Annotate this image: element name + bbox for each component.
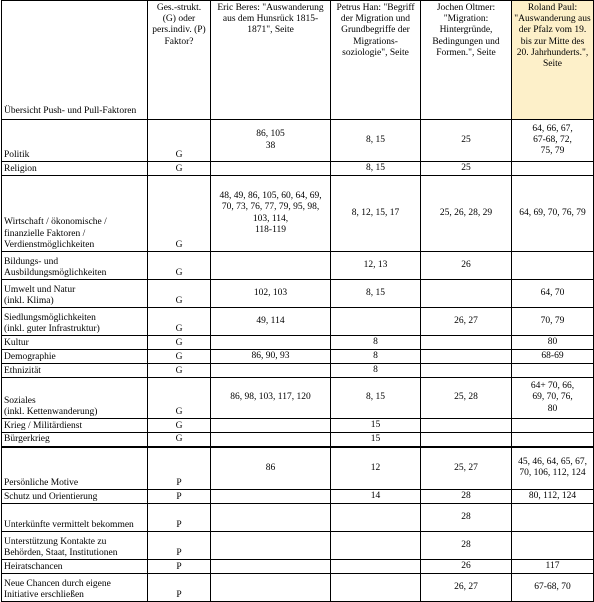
header-source-han: Petrus Han: "Begriff der Migration und Grundbegriffe der Migrations-soziologie", Seite bbox=[331, 1, 421, 120]
pages-beres bbox=[211, 336, 331, 350]
header-row bbox=[2, 1, 594, 120]
pages-paul: 80 bbox=[512, 336, 594, 350]
pages-oltmer: 28 bbox=[421, 532, 512, 560]
pages-han: 15 bbox=[331, 419, 421, 433]
factor-label: Unterkünfte vermittelt bekommen bbox=[2, 504, 148, 532]
pages-han: 12 bbox=[331, 447, 421, 490]
table-row bbox=[2, 336, 594, 350]
pages-beres bbox=[211, 532, 331, 560]
factor-type: G bbox=[148, 120, 211, 162]
table-row bbox=[2, 560, 594, 574]
factor-label: Umwelt und Natur (inkl. Klima) bbox=[2, 280, 148, 308]
pages-oltmer: 25, 27 bbox=[421, 447, 512, 490]
pages-han: 8 bbox=[331, 336, 421, 350]
factor-label: Bildungs- und Ausbildungsmöglichkeiten bbox=[2, 252, 148, 280]
table-row bbox=[2, 433, 594, 447]
factor-type: G bbox=[148, 280, 211, 308]
factor-label: Krieg / Militärdienst bbox=[2, 419, 148, 433]
factor-label: Wirtschaft / ökonomische / finanzielle Faktoren / Verdienstmöglichkeiten bbox=[2, 176, 148, 252]
pages-oltmer: 25, 26, 28, 29 bbox=[421, 176, 512, 252]
table-row bbox=[2, 364, 594, 378]
pages-oltmer: 25 bbox=[421, 162, 512, 176]
pages-oltmer: 26 bbox=[421, 560, 512, 574]
pages-beres: 48, 49, 86, 105, 60, 64, 69, 70, 73, 76, 77, 79, 95, 98, 103, 114, 118-119 bbox=[211, 176, 331, 252]
factor-type: G bbox=[148, 378, 211, 419]
pages-beres: 86, 105 38 bbox=[211, 120, 331, 162]
pages-paul bbox=[512, 532, 594, 560]
factor-type: G bbox=[148, 336, 211, 350]
header-overview: Übersicht Push- und Pull-Faktoren bbox=[2, 1, 148, 120]
pages-oltmer bbox=[421, 336, 512, 350]
pages-han bbox=[331, 308, 421, 336]
pages-beres bbox=[211, 433, 331, 447]
pages-paul bbox=[512, 252, 594, 280]
pages-paul: 80, 112, 124 bbox=[512, 490, 594, 504]
header-source-oltmer: Jochen Oltmer: "Migration: Hintergründe, Bedingungen und Formen.", Seite bbox=[421, 1, 512, 120]
pages-oltmer: 26 bbox=[421, 252, 512, 280]
pages-paul bbox=[512, 433, 594, 447]
pages-beres bbox=[211, 364, 331, 378]
factor-label: Religion bbox=[2, 162, 148, 176]
factor-type: G bbox=[148, 252, 211, 280]
factor-type: G bbox=[148, 433, 211, 447]
pages-paul: 45, 46, 64, 65, 67, 70, 106, 112, 124 bbox=[512, 447, 594, 490]
factor-label: Demographie bbox=[2, 350, 148, 364]
pages-beres: 86, 98, 103, 117, 120 bbox=[211, 378, 331, 419]
pages-han: 8, 12, 15, 17 bbox=[331, 176, 421, 252]
pages-beres bbox=[211, 419, 331, 433]
pages-beres: 86, 90, 93 bbox=[211, 350, 331, 364]
pages-han: 8, 15 bbox=[331, 120, 421, 162]
pages-paul bbox=[512, 504, 594, 532]
pages-paul bbox=[512, 364, 594, 378]
factor-label: Politik bbox=[2, 120, 148, 162]
pages-han: 8, 15 bbox=[331, 280, 421, 308]
table-body bbox=[2, 120, 594, 602]
pages-paul: 67-68, 70 bbox=[512, 574, 594, 602]
table-row bbox=[2, 176, 594, 252]
factor-type: G bbox=[148, 364, 211, 378]
pages-oltmer: 25 bbox=[421, 120, 512, 162]
factor-type: P bbox=[148, 574, 211, 602]
pages-oltmer: 25, 28 bbox=[421, 378, 512, 419]
push-pull-table bbox=[1, 0, 594, 602]
pages-beres bbox=[211, 504, 331, 532]
pages-beres bbox=[211, 574, 331, 602]
factor-label: Ethnizität bbox=[2, 364, 148, 378]
pages-oltmer bbox=[421, 364, 512, 378]
pages-beres: 102, 103 bbox=[211, 280, 331, 308]
pages-paul: 64, 70 bbox=[512, 280, 594, 308]
pages-beres bbox=[211, 560, 331, 574]
factor-type: G bbox=[148, 419, 211, 433]
pages-paul: 64, 66, 67, 67-68, 72, 75, 79 bbox=[512, 120, 594, 162]
table-row bbox=[2, 490, 594, 504]
pages-han: 8 bbox=[331, 350, 421, 364]
pages-oltmer: 28 bbox=[421, 504, 512, 532]
table-row bbox=[2, 308, 594, 336]
factor-type: P bbox=[148, 447, 211, 490]
factor-label: Schutz und Orientierung bbox=[2, 490, 148, 504]
table-row bbox=[2, 280, 594, 308]
pages-han: 12, 13 bbox=[331, 252, 421, 280]
pages-oltmer bbox=[421, 433, 512, 447]
pages-han bbox=[331, 560, 421, 574]
pages-beres: 86 bbox=[211, 447, 331, 490]
factor-label: Persönliche Motive bbox=[2, 447, 148, 490]
pages-beres bbox=[211, 252, 331, 280]
table-row bbox=[2, 252, 594, 280]
pages-han: 8 bbox=[331, 364, 421, 378]
pages-paul: 117 bbox=[512, 560, 594, 574]
header-source-beres: Eric Beres: "Auswanderung aus dem Hunsrück 1815-1871", Seite bbox=[211, 1, 331, 120]
pages-han: 14 bbox=[331, 490, 421, 504]
table-row bbox=[2, 378, 594, 419]
pages-paul bbox=[512, 419, 594, 433]
pages-oltmer bbox=[421, 280, 512, 308]
factor-label: Kultur bbox=[2, 336, 148, 350]
table-row bbox=[2, 120, 594, 162]
table-row bbox=[2, 350, 594, 364]
factor-label: Soziales (inkl. Kettenwanderung) bbox=[2, 378, 148, 419]
factor-label: Unterstützung Kontakte zu Behörden, Staat, Institutionen bbox=[2, 532, 148, 560]
table-row bbox=[2, 504, 594, 532]
factor-type: P bbox=[148, 560, 211, 574]
factor-label: Siedlungsmöglichkeiten (inkl. guter Infrastruktur) bbox=[2, 308, 148, 336]
header-factor-type: Ges.-strukt. (G) oder pers.indiv. (P) Faktor? bbox=[148, 1, 211, 120]
factor-type: P bbox=[148, 504, 211, 532]
pages-beres bbox=[211, 490, 331, 504]
factor-type: G bbox=[148, 350, 211, 364]
pages-paul bbox=[512, 162, 594, 176]
factor-type: G bbox=[148, 308, 211, 336]
table-row bbox=[2, 162, 594, 176]
pages-paul: 70, 79 bbox=[512, 308, 594, 336]
pages-han: 15 bbox=[331, 433, 421, 447]
pages-oltmer bbox=[421, 350, 512, 364]
factor-type: G bbox=[148, 162, 211, 176]
pages-oltmer bbox=[421, 419, 512, 433]
pages-paul: 68-69 bbox=[512, 350, 594, 364]
factor-type: G bbox=[148, 176, 211, 252]
pages-oltmer: 26, 27 bbox=[421, 574, 512, 602]
pages-han bbox=[331, 504, 421, 532]
header-source-paul: Roland Paul: "Auswanderung aus der Pfalz vom 19. bis zur Mitte des 20. Jahrhunderts.", Seite bbox=[512, 1, 594, 120]
table-row bbox=[2, 532, 594, 560]
factor-type: P bbox=[148, 532, 211, 560]
pages-han: 8, 15 bbox=[331, 378, 421, 419]
pages-han bbox=[331, 574, 421, 602]
table-row bbox=[2, 574, 594, 602]
pages-paul: 64+ 70, 66, 69, 70, 76, 80 bbox=[512, 378, 594, 419]
table-row bbox=[2, 447, 594, 490]
table-row bbox=[2, 419, 594, 433]
factor-type: P bbox=[148, 490, 211, 504]
pages-han: 8, 15 bbox=[331, 162, 421, 176]
pages-beres: 49, 114 bbox=[211, 308, 331, 336]
pages-paul: 64, 69, 70, 76, 79 bbox=[512, 176, 594, 252]
factor-label: Bürgerkrieg bbox=[2, 433, 148, 447]
factor-label: Heiratschancen bbox=[2, 560, 148, 574]
factor-label: Neue Chancen durch eigene Initiative erschließen bbox=[2, 574, 148, 602]
pages-han bbox=[331, 532, 421, 560]
pages-beres bbox=[211, 162, 331, 176]
pages-oltmer: 28 bbox=[421, 490, 512, 504]
pages-oltmer: 26, 27 bbox=[421, 308, 512, 336]
